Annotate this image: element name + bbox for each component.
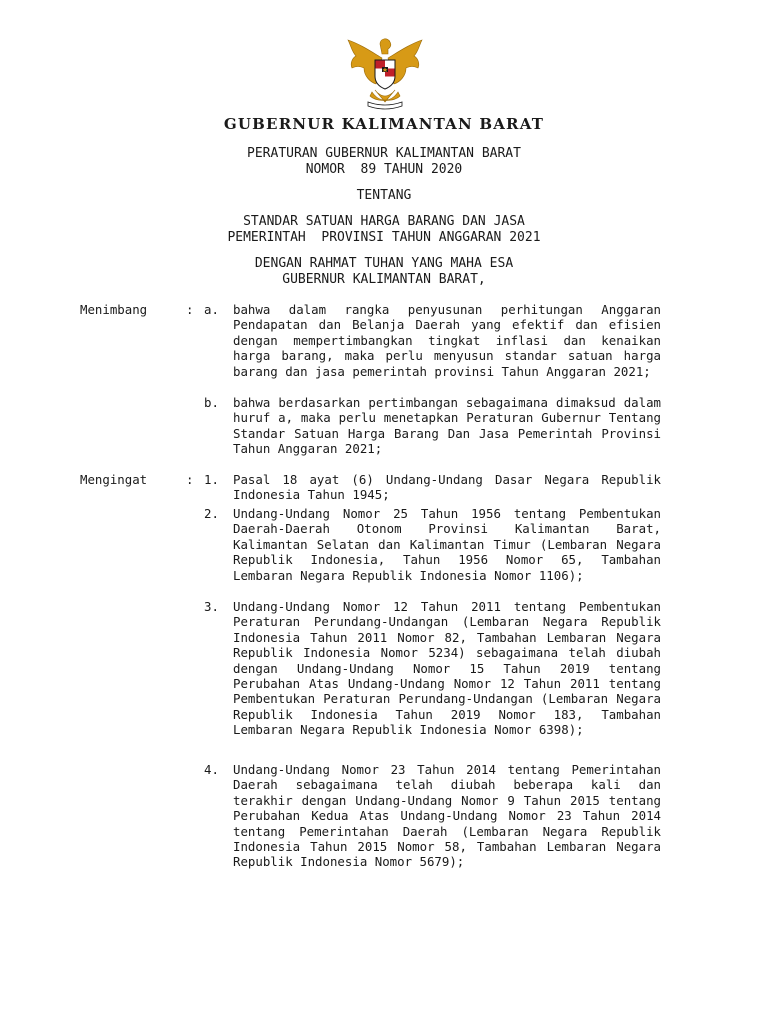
menimbang-item-marker: a. <box>204 302 219 317</box>
mengingat-colon: : <box>186 472 194 487</box>
menimbang-item-marker: b. <box>204 395 219 410</box>
grace-line1: DENGAN RAHMAT TUHAN YANG MAHA ESA <box>254 256 514 271</box>
menimbang-colon: : <box>186 302 194 317</box>
regulation-title-line2: NOMOR 89 TAHUN 2020 <box>305 162 463 177</box>
subject-line2: PEMERINTAH PROVINSI TAHUN ANGGARAN 2021 <box>227 230 541 245</box>
mengingat-item-text: Undang-Undang Nomor 23 Tahun 2014 tentang Pemerintahan Daerah sebagaimana telah diubah beberapa kali dan terakhir dengan Undang-Undang Nomor 9 Tahun 2015 tentang Perubahan Kedua Atas Undang-Undang Nomor 23 Tahun 2014 tentang Pemerintahan Daerah (Lembaran Negara Republik Indonesia Tahun 2015 Nomor 58, Tambahan Lembaran Negara Republik Indonesia Nomor 5679); <box>233 762 661 870</box>
mengingat-item-marker: 2. <box>204 506 219 521</box>
menimbang-item-text: bahwa berdasarkan pertimbangan sebagaimana dimaksud dalam huruf a, maka perlu menetapkan Peraturan Gubernur Tentang Standar Satuan Harga Barang Dan Jasa Pemerintah Provinsi Tahun Anggaran 2021; <box>233 395 661 457</box>
mengingat-item-text: Undang-Undang Nomor 25 Tahun 1956 tentang Pembentukan Daerah-Daerah Otonom Provinsi Kalimantan Barat, Kalimantan Selatan dan Kalimantan Timur (Lembaran Negara Republik Indonesia, Tahun 1956 Nomor 65, Tambahan Lembaran Negara Republik Indonesia Nomor 1106); <box>233 506 661 583</box>
mengingat-item-text: Undang-Undang Nomor 12 Tahun 2011 tentang Pembentukan Peraturan Perundang-Undangan (Lembaran Negara Republik Indonesia Tahun 2011 Nomor 82, Tambahan Lembaran Negara Republik Indonesia Nomor 5234) sebagaimana telah diubah dengan Undang-Undang Nomor 15 Tahun 2019 tentang Perubahan Atas Undang-Undang Nomor 12 Tahun 2011 tentang Pembentukan Peraturan Perundang-Undangan (Lembaran Negara Republik Indonesia Tahun 2019 Nomor 183, Tambahan Lembaran Negara Republik Indonesia Nomor 6398); <box>233 599 661 738</box>
subject-line1: STANDAR SATUAN HARGA BARANG DAN JASA <box>243 214 525 229</box>
regulation-title-line1: PERATURAN GUBERNUR KALIMANTAN BARAT <box>247 146 521 161</box>
menimbang-item-text: bahwa dalam rangka penyusunan perhitungan Anggaran Pendapatan dan Belanja Daerah yang efektif dan efisien dengan mempertimbangkan tingkat inflasi dan kenaikan harga barang, maka perlu menyusun standar satuan harga barang dan jasa pemerintah provinsi Tahun Anggaran 2021; <box>233 302 661 379</box>
mengingat-item-text: Pasal 18 ayat (6) Undang-Undang Dasar Negara Republik Indonesia Tahun 1945; <box>233 472 661 503</box>
mengingat-item-marker: 1. <box>204 472 219 487</box>
mengingat-item-marker: 3. <box>204 599 219 614</box>
garuda-emblem-icon <box>342 36 428 110</box>
mengingat-item-marker: 4. <box>204 762 219 777</box>
menimbang-label: Menimbang <box>80 302 148 317</box>
about-heading: TENTANG <box>356 188 412 203</box>
authority-title: GUBERNUR KALIMANTAN BARAT <box>223 115 545 133</box>
mengingat-label: Mengingat <box>80 472 148 487</box>
grace-line2: GUBERNUR KALIMANTAN BARAT, <box>282 272 486 287</box>
